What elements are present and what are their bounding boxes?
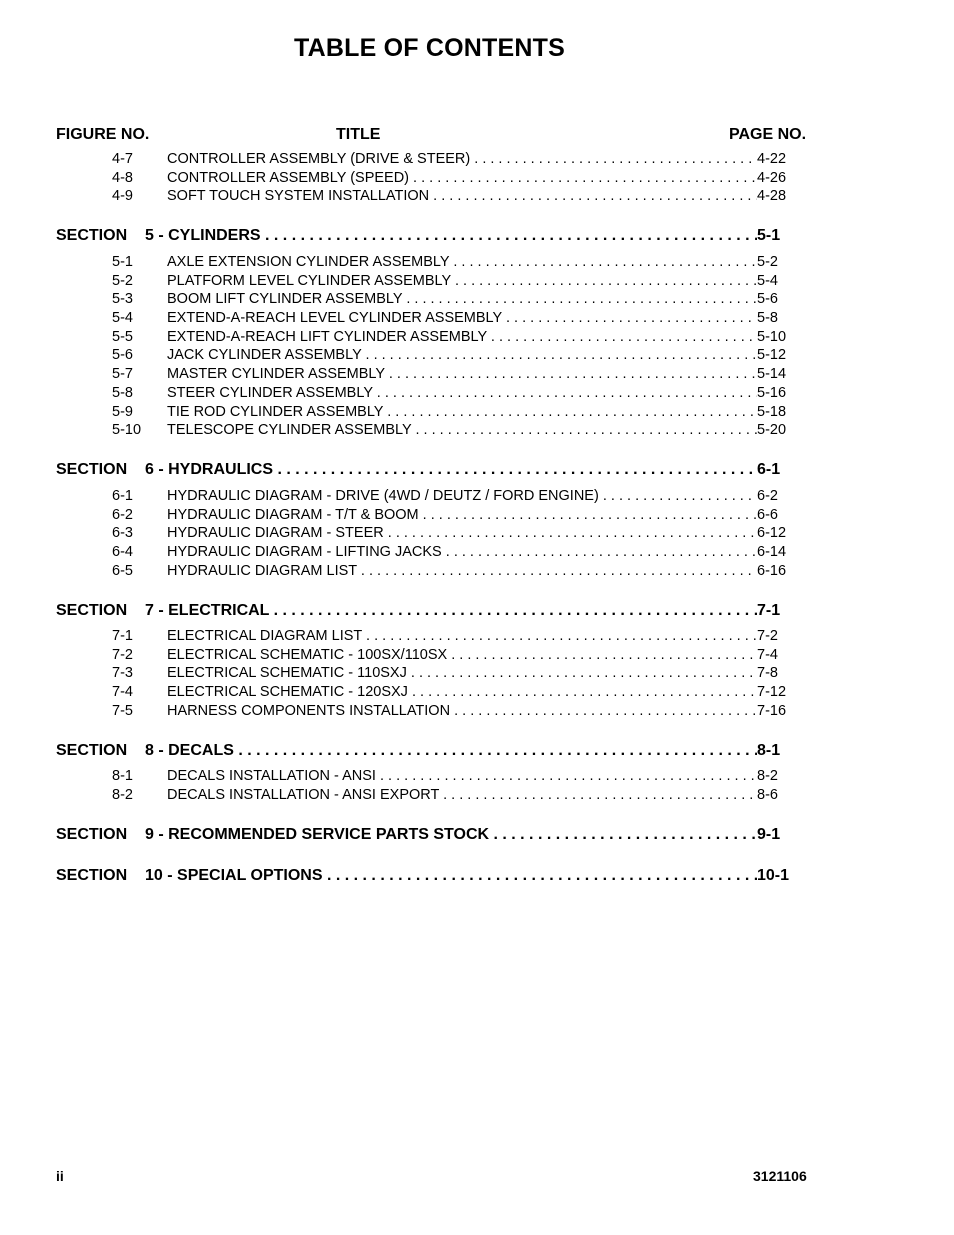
toc-entry (0, 627, 954, 646)
entry-page: 7-2 (757, 628, 778, 644)
section-title: 7 - ELECTRICAL . . . (145, 600, 757, 622)
entry-title: TELESCOPE CYLINDER ASSEMBLY . . . (167, 421, 757, 440)
toc-entry (0, 403, 954, 422)
entry-title: ELECTRICAL SCHEMATIC - 120SXJ . . . (167, 683, 757, 702)
toc-entry (0, 309, 954, 328)
entry-title: STEER CYLINDER ASSEMBLY . . . (167, 384, 757, 403)
section-label: SECTION (56, 742, 128, 759)
section-title: 9 - RECOMMENDED SERVICE PARTS STOCK . . . (145, 824, 757, 846)
entry-title: HYDRAULIC DIAGRAM LIST . . . (167, 562, 757, 581)
section-page: 6-1 (757, 461, 781, 478)
entry-page: 5-6 (757, 291, 778, 307)
toc-entry (0, 384, 954, 403)
figure-number: 4-8 (112, 170, 133, 186)
figure-number: 6-3 (112, 525, 133, 541)
section-title: 6 - HYDRAULICS . . . (145, 459, 757, 481)
entry-page: 4-22 (757, 151, 787, 167)
figure-number: 6-2 (112, 507, 133, 523)
toc-entry (0, 664, 954, 683)
section-heading-10 (0, 865, 954, 887)
figure-number: 6-4 (112, 544, 133, 560)
toc-entry (0, 272, 954, 291)
section-page: 7-1 (757, 602, 781, 619)
entry-title: HYDRAULIC DIAGRAM - LIFTING JACKS . . . (167, 543, 757, 562)
section-heading-6 (0, 459, 954, 481)
entry-title: CONTROLLER ASSEMBLY (DRIVE & STEER) . . . (167, 150, 757, 169)
document-number: 3121106 (753, 1168, 807, 1184)
toc-entry (0, 365, 954, 384)
entry-page: 6-16 (757, 563, 787, 579)
figure-number: 7-3 (112, 665, 133, 681)
entry-page: 7-16 (757, 703, 787, 719)
figure-number: 4-9 (112, 188, 133, 204)
entry-title: CONTROLLER ASSEMBLY (SPEED) . . . (167, 169, 757, 188)
toc-entry (0, 702, 954, 721)
section-label: SECTION (56, 227, 128, 244)
figure-number: 7-4 (112, 684, 133, 700)
entry-page: 8-2 (757, 768, 778, 784)
toc-entry (0, 290, 954, 309)
page-number: ii (56, 1168, 64, 1184)
column-header-page: PAGE NO. (729, 126, 807, 143)
toc-entry (0, 253, 954, 272)
figure-number: 6-1 (112, 488, 133, 504)
figure-number: 5-1 (112, 254, 133, 270)
entry-page: 6-6 (757, 507, 778, 523)
entry-page: 6-2 (757, 488, 778, 504)
entry-title: DECALS INSTALLATION - ANSI . . . (167, 767, 757, 786)
toc-entry (0, 683, 954, 702)
figure-number: 5-2 (112, 273, 133, 289)
entry-title: SOFT TOUCH SYSTEM INSTALLATION . . . (167, 187, 757, 206)
section-label: SECTION (56, 826, 128, 843)
section-page: 8-1 (757, 742, 781, 759)
entry-title: ELECTRICAL SCHEMATIC - 100SX/110SX . . . (167, 646, 757, 665)
toc-entry (0, 150, 954, 169)
toc-entry (0, 487, 954, 506)
figure-number: 5-8 (112, 385, 133, 401)
section-title: 5 - CYLINDERS . . . (145, 225, 757, 247)
toc-entry (0, 767, 954, 786)
figure-number: 7-2 (112, 647, 133, 663)
toc-entry (0, 328, 954, 347)
entry-title: ELECTRICAL DIAGRAM LIST . . . (167, 627, 757, 646)
figure-number: 7-5 (112, 703, 133, 719)
section-title: 8 - DECALS . . . (145, 740, 757, 762)
section-label: SECTION (56, 867, 128, 884)
entry-page: 5-8 (757, 310, 778, 326)
entry-page: 5-14 (757, 366, 787, 382)
toc-entry (0, 543, 954, 562)
entry-title: ELECTRICAL SCHEMATIC - 110SXJ . . . (167, 664, 757, 683)
column-header-title: TITLE (336, 126, 381, 143)
entry-page: 5-10 (757, 329, 787, 345)
section-heading-5 (0, 225, 954, 247)
section-label: SECTION (56, 602, 128, 619)
entry-title: BOOM LIFT CYLINDER ASSEMBLY . . . (167, 290, 757, 309)
section-title: 10 - SPECIAL OPTIONS . . . (145, 865, 757, 887)
figure-number: 6-5 (112, 563, 133, 579)
entry-title: MASTER CYLINDER ASSEMBLY . . . (167, 365, 757, 384)
entry-page: 7-8 (757, 665, 778, 681)
entry-title: PLATFORM LEVEL CYLINDER ASSEMBLY . . . (167, 272, 757, 291)
entry-title: EXTEND-A-REACH LEVEL CYLINDER ASSEMBLY . . . (167, 309, 757, 328)
toc-entry (0, 346, 954, 365)
entry-page: 5-20 (757, 422, 787, 438)
column-header-figure: FIGURE NO. (56, 126, 150, 143)
figure-number: 5-6 (112, 347, 133, 363)
figure-number: 5-5 (112, 329, 133, 345)
toc-entry (0, 646, 954, 665)
section-heading-8 (0, 740, 954, 762)
figure-number: 5-9 (112, 404, 133, 420)
entry-page: 8-6 (757, 787, 778, 803)
figure-number: 8-2 (112, 787, 133, 803)
entry-page: 4-28 (757, 188, 787, 204)
entry-page: 5-16 (757, 385, 787, 401)
entry-page: 6-14 (757, 544, 787, 560)
entry-page: 7-4 (757, 647, 778, 663)
section-heading-7 (0, 600, 954, 622)
entry-title: DECALS INSTALLATION - ANSI EXPORT . . . (167, 786, 757, 805)
page-title: TABLE OF CONTENTS (294, 34, 565, 62)
toc-entry (0, 786, 954, 805)
entry-title: JACK CYLINDER ASSEMBLY . . . (167, 346, 757, 365)
toc-entry (0, 506, 954, 525)
toc-entry (0, 562, 954, 581)
section-label: SECTION (56, 461, 128, 478)
section-page: 9-1 (757, 826, 781, 843)
entry-page: 7-12 (757, 684, 787, 700)
section-page: 10-1 (757, 867, 790, 884)
entry-page: 5-4 (757, 273, 778, 289)
entry-title: HYDRAULIC DIAGRAM - T/T & BOOM . . . (167, 506, 757, 525)
toc-entry (0, 524, 954, 543)
section-heading-9 (0, 824, 954, 846)
entry-title: HARNESS COMPONENTS INSTALLATION . . . (167, 702, 757, 721)
figure-number: 4-7 (112, 151, 133, 167)
entry-title: HYDRAULIC DIAGRAM - STEER . . . (167, 524, 757, 543)
entry-page: 4-26 (757, 170, 787, 186)
entry-title: TIE ROD CYLINDER ASSEMBLY . . . (167, 403, 757, 422)
toc-entry (0, 187, 954, 206)
entry-page: 6-12 (757, 525, 787, 541)
entry-title: EXTEND-A-REACH LIFT CYLINDER ASSEMBLY . . . (167, 328, 757, 347)
entry-page: 5-12 (757, 347, 787, 363)
entry-page: 5-18 (757, 404, 787, 420)
figure-number: 5-4 (112, 310, 133, 326)
toc-entry (0, 169, 954, 188)
entry-title: HYDRAULIC DIAGRAM - DRIVE (4WD / DEUTZ / FORD ENGINE) . . . (167, 487, 757, 506)
toc-entry (0, 421, 954, 440)
section-page: 5-1 (757, 227, 781, 244)
entry-page: 5-2 (757, 254, 778, 270)
figure-number: 5-3 (112, 291, 133, 307)
entry-title: AXLE EXTENSION CYLINDER ASSEMBLY . . . (167, 253, 757, 272)
figure-number: 5-10 (112, 422, 142, 438)
figure-number: 5-7 (112, 366, 133, 382)
figure-number: 7-1 (112, 628, 133, 644)
figure-number: 8-1 (112, 768, 133, 784)
